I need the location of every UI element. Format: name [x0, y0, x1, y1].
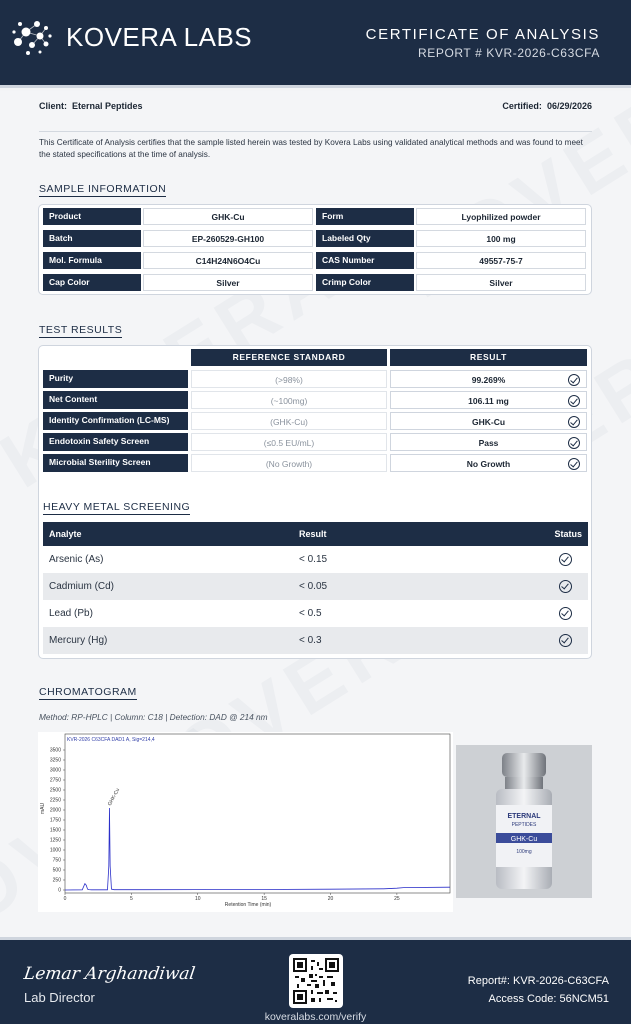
table-row [43, 600, 588, 627]
vial-product: GHK-Cu [510, 836, 538, 843]
status-header: Status [554, 529, 582, 539]
vial-photo [456, 745, 592, 898]
result-header: RESULT [390, 349, 587, 366]
reference-value: (GHK-Cu) [191, 412, 387, 430]
vial-brand-sub: PEPTIDES [511, 822, 537, 828]
test-results-title: TEST RESULTS [39, 324, 123, 336]
field-value: GHK-Cu [143, 208, 313, 225]
check-circle-icon [568, 437, 580, 449]
analyte-name: Lead (Pb) [49, 608, 93, 619]
director-role: Lab Director [24, 990, 95, 1005]
report-footer [0, 937, 631, 1024]
certified-date: 06/29/2026 [546, 101, 592, 111]
y-tick-label: 3250 [49, 757, 61, 764]
result-cell [390, 433, 587, 451]
field-value: 49557-75-7 [416, 252, 586, 269]
vial-qty: 100mg [516, 849, 532, 855]
check-circle-icon [559, 580, 572, 593]
analyte-result: < 0.05 [299, 581, 328, 592]
sample-information-title: SAMPLE INFORMATION [39, 183, 167, 195]
field-label: Form [316, 208, 414, 225]
check-circle-icon [559, 634, 572, 647]
result-cell [390, 391, 587, 409]
analyte-header: Analyte [49, 529, 82, 539]
chromatogram-method: Method: RP-HPLC | Column: C18 | Detection: DAD @ 214 nm [39, 712, 268, 722]
certificate-title: CERTIFICATE OF ANALYSIS [365, 26, 600, 43]
report-header [0, 0, 631, 88]
y-tick-label: 250 [52, 877, 61, 884]
check-circle-icon [568, 458, 580, 470]
test-name: Identity Confirmation (LC-MS) [43, 412, 188, 430]
y-tick-label: 2500 [49, 787, 61, 794]
heavy-metal-title: HEAVY METAL SCREENING [43, 501, 191, 513]
plot-frame [65, 734, 450, 893]
table-row [43, 627, 588, 654]
x-tick-label: 5 [129, 896, 133, 902]
sample-row [43, 208, 315, 225]
footer-access-code: Access Code: 56NCM51 [488, 993, 609, 1005]
result-value: No Growth [466, 459, 511, 469]
x-tick-label: 0 [63, 896, 67, 902]
check-circle-icon [568, 416, 580, 428]
y-tick-label: 3500 [49, 747, 61, 754]
y-tick-label: 750 [52, 857, 61, 864]
check-circle-icon [559, 607, 572, 620]
field-label: Product [43, 208, 141, 225]
y-tick-label: 1500 [49, 827, 61, 834]
field-value: Silver [143, 274, 313, 291]
check-circle-icon [568, 374, 580, 386]
sample-row [316, 252, 588, 269]
sample-information-panel [38, 204, 592, 295]
x-axis-label: Retention Time (min) [224, 902, 272, 908]
reference-value: (No Growth) [191, 454, 387, 472]
certificate-body [0, 91, 631, 937]
result-value: 106.11 mg [468, 396, 509, 406]
chart-title: KVR-2026 C63CFA DAD1 A, Sig=214,4 [67, 737, 155, 743]
divider [39, 131, 592, 132]
certified-label: Certified: [502, 101, 542, 111]
client-name: Eternal Peptides [72, 101, 143, 111]
qr-code-icon [293, 958, 339, 1004]
reference-standard-header: REFERENCE STANDARD [191, 349, 387, 366]
field-value: Silver [416, 274, 586, 291]
brand-name: KOVERA LABS [66, 22, 253, 52]
sample-row [316, 230, 588, 247]
result-value: Pass [478, 438, 499, 448]
field-label: Batch [43, 230, 141, 247]
heavy-metal-table-header [43, 522, 588, 546]
result-cell [390, 412, 587, 430]
result-cell [390, 454, 587, 472]
test-results-panel [38, 345, 592, 659]
chromatogram-title: CHROMATOGRAM [39, 686, 137, 698]
client-row [39, 101, 592, 111]
reference-value: (~100mg) [191, 391, 387, 409]
result-value: GHK-Cu [471, 417, 506, 427]
intro-paragraph: This Certificate of Analysis certifies that the sample listed herein was tested by Kovera Labs using validated analytical methods and was found to meet the stated specifications at the time of analysis. [39, 138, 583, 159]
reference-value: (>98%) [191, 370, 387, 388]
field-value: EP-260529-GH100 [143, 230, 313, 247]
product-vial-image [456, 745, 592, 898]
certified-date-group [502, 101, 592, 111]
analyte-name: Cadmium (Cd) [49, 581, 115, 592]
result-header: Result [299, 529, 327, 539]
analyte-name: Arsenic (As) [49, 554, 104, 565]
y-tick-label: 1250 [49, 837, 61, 844]
test-name: Net Content [43, 391, 188, 409]
analyte-name: Mercury (Hg) [49, 635, 108, 646]
y-tick-label: 2250 [49, 797, 61, 804]
chromatogram-svg [38, 732, 453, 912]
peak-label: GHK-Cu [106, 787, 122, 807]
check-circle-icon [559, 553, 572, 566]
result-cell [390, 370, 587, 388]
x-tick-label: 10 [194, 896, 201, 902]
kovera-logo-icon [10, 12, 56, 58]
vial-brand: ETERNAL [507, 813, 541, 820]
y-tick-label: 2750 [49, 777, 61, 784]
table-row [43, 573, 588, 600]
y-tick-label: 2000 [49, 807, 61, 814]
field-value: 100 mg [416, 230, 586, 247]
sample-row [43, 252, 315, 269]
sample-row [43, 230, 315, 247]
y-tick-label: 1750 [49, 817, 61, 824]
field-value: Lyophilized powder [416, 208, 586, 225]
verify-url[interactable]: koveralabs.com/verify [264, 1011, 367, 1023]
test-name: Purity [43, 370, 188, 388]
x-tick-label: 15 [261, 896, 267, 902]
field-label: Mol. Formula [43, 252, 141, 269]
x-tick-label: 25 [394, 896, 400, 902]
field-label: CAS Number [316, 252, 414, 269]
analyte-result: < 0.3 [299, 635, 322, 646]
analyte-result: < 0.5 [299, 608, 322, 619]
y-tick-label: 0 [58, 887, 61, 894]
reference-value: (≤0.5 EU/mL) [191, 433, 387, 451]
y-tick-label: 500 [52, 867, 61, 874]
check-circle-icon [568, 395, 580, 407]
field-label: Crimp Color [316, 274, 414, 291]
verification-qr-code[interactable] [289, 954, 343, 1008]
footer-report-number: Report#: KVR-2026-C63CFA [467, 975, 609, 987]
sample-row [316, 208, 588, 225]
client-label: Client: [39, 101, 67, 111]
field-value: C14H24N6O4Cu [143, 252, 313, 269]
chromatogram-chart [38, 732, 453, 912]
y-tick-label: 3000 [49, 767, 61, 774]
test-name: Microbial Sterility Screen [43, 454, 188, 472]
result-value: 99.269% [471, 375, 506, 385]
analyte-result: < 0.15 [299, 554, 328, 565]
sample-row [43, 274, 315, 291]
y-axis-label: mAU [40, 802, 46, 814]
table-row [43, 546, 588, 573]
x-tick-label: 20 [327, 896, 334, 902]
test-name: Endotoxin Safety Screen [43, 433, 188, 451]
director-signature: Lemar Arghandiwal [22, 964, 197, 984]
y-tick-label: 1000 [49, 847, 61, 854]
sample-row [316, 274, 588, 291]
field-label: Labeled Qty [316, 230, 414, 247]
field-label: Cap Color [43, 274, 141, 291]
report-number: REPORT # KVR-2026-C63CFA [417, 46, 600, 60]
